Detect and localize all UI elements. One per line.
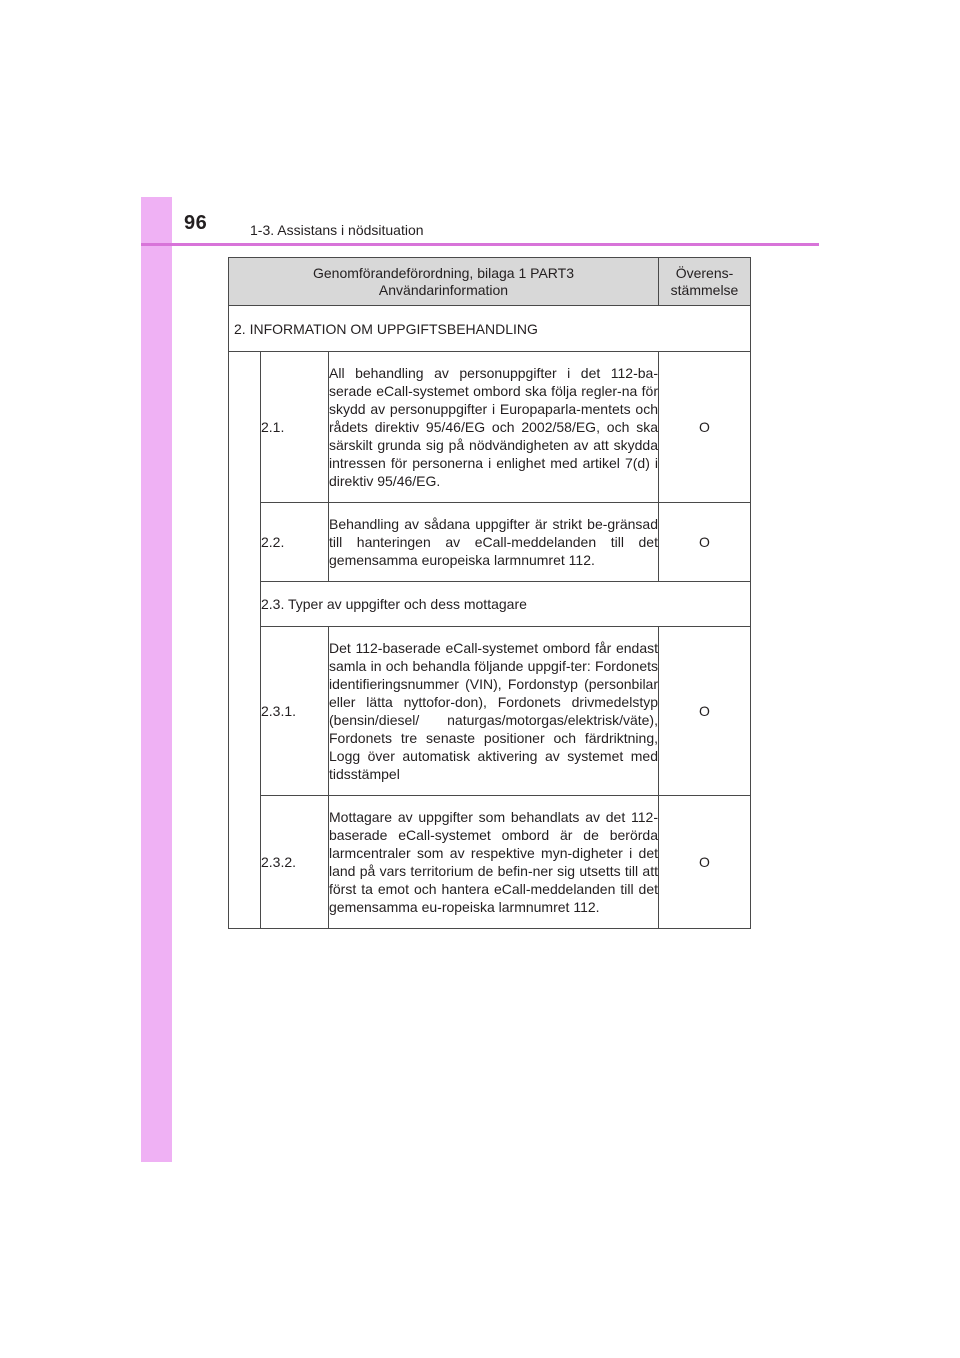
section-title: 1-3. Assistans i nödsituation [250, 222, 424, 238]
row-number: 2.1. [261, 352, 329, 503]
row-compliance: O [659, 627, 751, 796]
header-regulation [229, 258, 659, 306]
header-regulation-line1: Genomförandeförordning, bilaga 1 PART3 [313, 264, 574, 281]
section-heading: 2. INFORMATION OM UPPGIFTSBEHANDLING [229, 306, 751, 352]
section-row [229, 306, 751, 352]
header-rule [141, 243, 819, 246]
row-text: All behandling av personuppgifter i det 112-ba-serade eCall-systemet ombord ska följa regler-na för skydd av personuppgifter i Europaparla-mentets och rådets direktiv 95/46/EG och 2002/58/EG, och ska särskilt grunda sig på nödvändigheten av att skydda intressen för personerna i enlighet med artikel 7(d) i direktiv 95/46/EG. [329, 352, 659, 503]
row-text: Det 112-baserade eCall-systemet ombord får endast samla in och behandla följande uppgif-ter: Fordonets identifieringsnummer (VIN), Fordonstyp (personbilar eller lätta nyttofor-don), Fordonets drivmedelstyp (bensin/diesel/ naturgas/motorgas/elektrisk/väte), Fordonets tre senaste positioner och färdriktning, Logg över automatisk aktivering av systemet med tidsstämpel [329, 627, 659, 796]
row-number: 2.3.2. [261, 796, 329, 929]
subsection-row [229, 582, 751, 627]
table-row [229, 503, 751, 582]
header-compliance-line2: stämmelse [670, 281, 739, 298]
header-compliance [659, 258, 751, 306]
page-number: 96 [184, 212, 208, 234]
indent-cell [229, 352, 261, 929]
row-compliance: O [659, 503, 751, 582]
header-regulation-line2: Användarinformation [378, 281, 509, 298]
side-color-band [141, 197, 172, 1162]
table-row [229, 352, 751, 503]
row-text: Behandling av sådana uppgifter är strikt be-gränsad till hanteringen av eCall-meddelanden till det gemensamma europeiska larmnumret 112. [329, 503, 659, 582]
row-number: 2.3.1. [261, 627, 329, 796]
header-compliance-line1: Överens- [675, 264, 734, 281]
row-text: Mottagare av uppgifter som behandlats av det 112-baserade eCall-systemet ombord är de berörda larmcentraler som av respektive myn-digheter i det land på vars territorium de befin-ner sig utsetts till att först ta emot och hantera eCall-meddelanden till det gemensamma eu-ropeiska larmnumret 112. [329, 796, 659, 929]
table-header-row [229, 258, 751, 306]
row-compliance: O [659, 796, 751, 929]
table-row [229, 796, 751, 929]
row-number: 2.2. [261, 503, 329, 582]
row-compliance: O [659, 352, 751, 503]
subsection-heading: 2.3. Typer av uppgifter och dess mottagare [261, 582, 751, 627]
regulation-table [228, 257, 751, 929]
table-row [229, 627, 751, 796]
